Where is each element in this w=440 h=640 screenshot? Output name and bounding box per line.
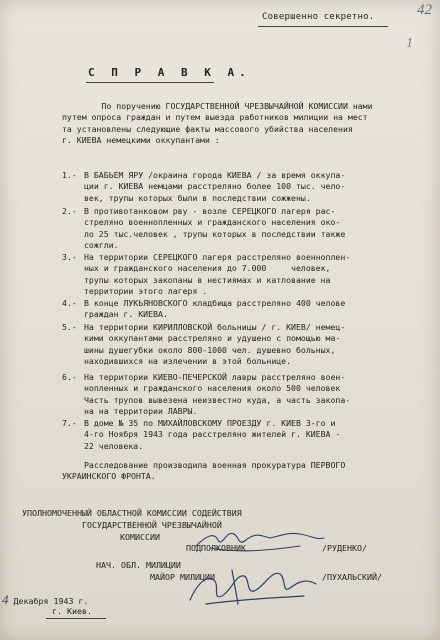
item-line: стреляно военнопленных и гражданского населения око- bbox=[84, 217, 341, 228]
intro-line: г. КИЕВА немецкими оккупантами : bbox=[62, 135, 220, 146]
signature-pukhalsky bbox=[190, 570, 316, 604]
item-line: век, трупы которых были в последствии сожжены. bbox=[84, 192, 311, 203]
item-line: кими оккупантами расстреляно и удушено с помощью ма- bbox=[84, 333, 341, 344]
intro-line: путем опроса граждан и путем выезда работников милиции на мест bbox=[62, 112, 368, 123]
document-title: С П Р А В К А. bbox=[88, 66, 251, 79]
closing-line: УКРАИНСКОГО ФРОНТА. bbox=[62, 471, 156, 482]
signature-title-line: КОМИССИИ bbox=[120, 532, 160, 542]
item-number: 5.- bbox=[62, 322, 77, 332]
signature-rank: МАЙОР МИЛИЦИИ bbox=[150, 572, 215, 582]
item-line: В доме № 35 по МИХАЙЛОВСКОМУ ПРОЕЗДУ г. КИЕВ 3-го и bbox=[84, 418, 336, 428]
item-line: На территории СЕРЕЦКОГО лагеря расстреляно военноплен- bbox=[84, 252, 351, 262]
page-number: 42 bbox=[417, 2, 432, 18]
item-number: 1.- bbox=[62, 170, 77, 180]
item-line: В БАБЬЕМ ЯРУ /окраина города КИЕВА / за время оккупа- bbox=[84, 170, 346, 180]
item-line: трупы которых закопаны в нестиямах и катлование на bbox=[84, 274, 331, 285]
item-line: 22 человека. bbox=[84, 440, 144, 451]
signature-name: /ПУХАЛЬСКИЙ/ bbox=[322, 572, 382, 582]
date-text: Декабря 1943 г. bbox=[8, 596, 89, 606]
item-line: На территории КИЕВО-ПЕЧЕРСКОЙ лавры расстреляно воен- bbox=[84, 372, 346, 382]
item-line: Часть трупов вывезена неизвестно куда, а часть закопа- bbox=[84, 394, 351, 405]
item-line: территории этого лагеря . bbox=[84, 286, 208, 297]
signature-title-line: НАЧ. ОБЛ. МИЛИЦИИ bbox=[96, 560, 181, 570]
signature-rank: ПОДПОЛКОВНИК bbox=[186, 543, 246, 553]
date-day-handwritten: 4 bbox=[2, 592, 9, 607]
handwritten-sheet-number: 1 bbox=[406, 36, 413, 51]
item-number: 6.- bbox=[62, 372, 77, 382]
item-line: сожгли. bbox=[84, 240, 119, 251]
item-number: 7.- bbox=[62, 418, 77, 428]
classification-label: Совершенно секретно. bbox=[262, 12, 375, 22]
item-line: В противотанковом рву - возле СЕРЕЦКОГО лагеря рас- bbox=[84, 206, 336, 216]
item-line: на на территории ЛАВРЫ. bbox=[84, 406, 198, 417]
item-line: граждан г. КИЕВА. bbox=[84, 309, 168, 320]
closing-line: Расследование производила военная прокуратура ПЕРВОГО bbox=[84, 460, 346, 470]
city-line: г. Киев. bbox=[52, 606, 92, 616]
item-line: ло 25 тыс.человек , трупы которых в последствии также bbox=[84, 228, 346, 239]
item-line: В конце ЛУКЬЯНОВСКОГО кладбища расстреляно 400 челове bbox=[84, 298, 346, 308]
item-line: находившихся на излечении в этой больнице. bbox=[84, 356, 292, 367]
city-underline bbox=[46, 618, 106, 619]
item-number: 4.- bbox=[62, 298, 77, 308]
item-line: ции г. КИЕВА немцами расстреляно более 100 тыс. чело- bbox=[84, 181, 346, 192]
signature-rudenko bbox=[196, 533, 324, 550]
item-line: ных и гражданского населения до 7.000 человек, bbox=[84, 263, 331, 274]
intro-line: По поручению ГОСУДАРСТВЕННОЙ ЧРЕЗВЫЧАЙНОЙ КОМИССИИ нами bbox=[62, 101, 373, 111]
item-line: На территории КИРИЛЛОВСКОЙ больницы / г. КИЕВ/ немец- bbox=[84, 322, 346, 332]
intro-line: та установлены следующие факты массового убийства населения bbox=[62, 123, 353, 134]
item-line: нопленных и гражданского населения около 500 человек bbox=[84, 383, 341, 394]
signature-name: /РУДЕНКО/ bbox=[322, 543, 367, 553]
signature-title-line: УПОЛНОМОЧЕННЫЙ ОБЛАСТНОЙ КОМИССИИ СОДЕЙСТВИЯ bbox=[22, 508, 242, 518]
item-number: 3.- bbox=[62, 252, 77, 262]
signature-title-line: ГОСУДАРСТВЕННОЙ ЧРЕЗВЫЧАЙНОЙ bbox=[82, 520, 222, 530]
item-line: 4-го Ноября 1943 года расстреляно жителей г. КИЕВА - bbox=[84, 429, 341, 440]
item-line: шины душегубки около 800-1000 чел. душевно больных, bbox=[84, 344, 336, 355]
item-number: 2.- bbox=[62, 206, 77, 216]
